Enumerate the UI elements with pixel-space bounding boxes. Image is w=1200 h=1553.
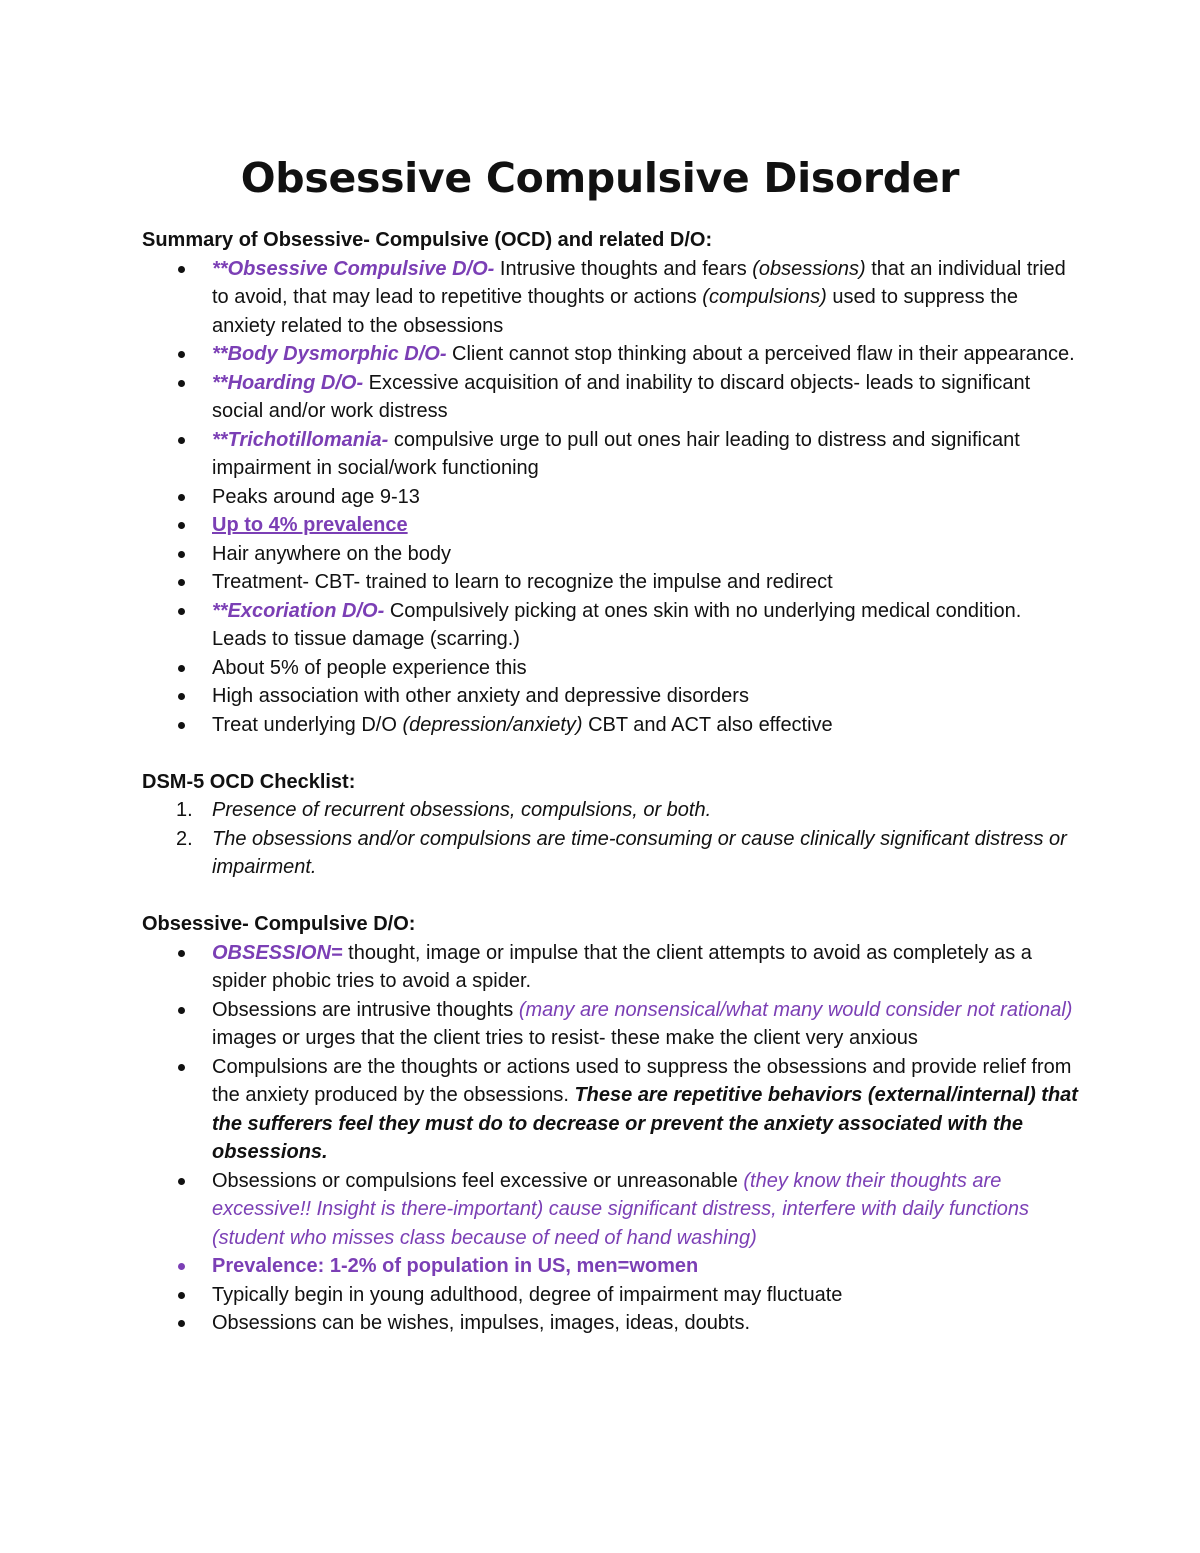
list-item: Treat underlying D/O (depression/anxiety) CBT and ACT also effective (212, 711, 1080, 740)
list-item-body-dysmorphic: **Body Dysmorphic D/O- Client cannot stop thinking about a perceived flaw in their appearance. (212, 340, 1080, 369)
spacer (142, 739, 1080, 768)
spacer (142, 882, 1080, 911)
list-item: Obsessions can be wishes, impulses, images, ideas, doubts. (212, 1309, 1080, 1338)
list-item: High association with other anxiety and depressive disorders (212, 682, 1080, 711)
list-item-ocd: **Obsessive Compulsive D/O- Intrusive thoughts and fears (obsessions) that an individual tried to avoid, that may lead to repetitive thoughts or actions (compulsions) used to suppress the anxiety related to the obsessions (212, 255, 1080, 341)
checklist-list (142, 796, 1080, 882)
list-item: Compulsions are the thoughts or actions used to suppress the obsessions and provide relief from the anxiety produced by the obsessions. These are repetitive behaviors (external/internal) that the sufferers feel they must do to decrease or prevent the anxiety associated with the obsessions. (212, 1053, 1080, 1167)
list-item-obsession: OBSESSION= thought, image or impulse that the client attempts to avoid as completely as a spider phobic tries to avoid a spider. (212, 939, 1080, 996)
page-title: Obsessive Compulsive Disorder (240, 154, 960, 202)
list-item: Treatment- CBT- trained to learn to recognize the impulse and redirect (212, 568, 1080, 597)
checklist-item: 2. The obsessions and/or compulsions are time-consuming or cause clinically significant distress or impairment. (176, 827, 1067, 878)
list-item: Obsessions are intrusive thoughts (many are nonsensical/what many would consider not rational) images or urges that the client tries to resist- these make the client very anxious (212, 996, 1080, 1053)
list-item: About 5% of people experience this (212, 654, 1080, 683)
list-item-trichotillomania: **Trichotillomania- compulsive urge to pull out ones hair leading to distress and significant impairment in social/work functioning (212, 426, 1080, 483)
list-item-prevalence: Prevalence: 1-2% of population in US, men=women (212, 1252, 1080, 1281)
list-item: Hair anywhere on the body (212, 540, 1080, 569)
checklist-item: 1. Presence of recurrent obsessions, compulsions, or both. (176, 799, 712, 821)
list-item-excoriation: **Excoriation D/O- Compulsively picking at ones skin with no underlying medical condition. Leads to tissue damage (scarring.) (212, 597, 1080, 654)
list-item: Peaks around age 9-13 (212, 483, 1080, 512)
checklist-heading: DSM-5 OCD Checklist: (142, 770, 356, 793)
ocd-heading: Obsessive- Compulsive D/O: (142, 913, 416, 935)
summary-list (142, 255, 1080, 740)
ocd-list (142, 939, 1080, 1338)
list-item-prevalence (212, 511, 1080, 540)
list-item-hoarding: **Hoarding D/O- Excessive acquisition of and inability to discard objects- leads to significant social and/or work distress (212, 369, 1080, 426)
summary-heading: Summary of Obsessive- Compulsive (OCD) and related D/O: (142, 229, 713, 251)
list-item: Typically begin in young adulthood, degree of impairment may fluctuate (212, 1281, 1080, 1310)
prevalence-link[interactable]: Up to 4% prevalence (212, 514, 408, 536)
list-item: Obsessions or compulsions feel excessive or unreasonable (they know their thoughts are excessive!! Insight is there-important) cause significant distress, interfere with daily functions (student who misses class because of need of hand washing) (212, 1167, 1080, 1253)
